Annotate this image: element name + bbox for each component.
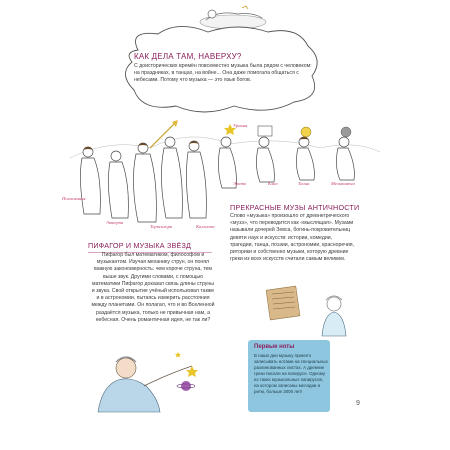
muse-label-melpomene: Мельпомена bbox=[331, 181, 355, 186]
page-number: 9 bbox=[356, 400, 360, 407]
info-box-text: В наши дни музыку принято записывать нотами на специальных разлинованных листах. А древние греки писали на папирусе. Одному из таких музыкальных папирусов, на котором записаны мелодии и ритм, больше 3000 лет! bbox=[254, 353, 328, 394]
cloud-title: КАК ДЕЛА ТАМ, НАВЕРХУ? bbox=[134, 52, 242, 61]
cloud-text: С доисторических времён повсеместно музыка была рядом с человеком: на праздниках, в танцах, на войне... Она даже помогала общаться с небесами. Потому что музыка — это язык богов. bbox=[134, 63, 312, 84]
pythagoras-body-text: Пифагор был математиком, философом и музыкантом. Изучая механику струн, он понял важную закономерность: чем короче струна, тем выше звук. Другими словами, с помощью математики Пифагор доказал связь длины струны и звука. Свой открытие учёный использовал также и в астрономии, пытаясь измерить расстояния между планетами. Он полагал, что и во Вселенной раздаётся музыка, только не привычная нам, а небесная. Очень романтичная идея, не так ли? bbox=[91, 252, 215, 323]
muse-label-urania: Урания bbox=[233, 123, 248, 128]
pythagoras-heading: ПИФАГОР И МУЗЫКА ЗВЁЗД bbox=[88, 241, 212, 253]
info-box-title: Первые ноты bbox=[254, 344, 295, 350]
muse-label-terpsichore: Терпсихора bbox=[150, 224, 173, 229]
muses-heading: ПРЕКРАСНЫЕ МУЗЫ АНТИЧНОСТИ bbox=[230, 203, 360, 212]
composer-figure-illustration bbox=[316, 292, 352, 338]
muses-body-text: Слово «музыка» произошло от древнегреческого «музэ», что переводится как «мыслящая». Музами называли дочерей Зевса, богинь-покровительниц девяти наук и искусств: истории, комедии, трагедии, танца, поэзии, астрономии, красноречия, риторики и собственно музыки, которую древние греки из всех искусств считали самым великим. bbox=[230, 213, 354, 263]
muse-label-calliope: Каллиопа bbox=[196, 224, 215, 229]
muse-label-clio: Клио bbox=[268, 181, 278, 186]
muse-label-euterpe: Эвтерпа bbox=[106, 220, 124, 225]
papyrus-illustration bbox=[266, 284, 318, 328]
muse-label-thalia: Талия bbox=[298, 181, 310, 186]
pythagoras-illustration bbox=[88, 342, 220, 414]
muse-label-polyhymnia: Полигимния bbox=[62, 196, 86, 201]
muse-label-erato: Эрато bbox=[233, 181, 247, 186]
